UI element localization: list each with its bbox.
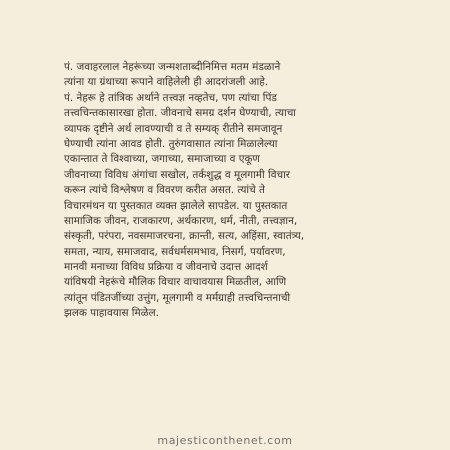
text-line: व्यापक दृष्टीने अर्थ लावण्याची व ते सम्यक् रीतीने समजावून (64, 122, 283, 135)
text-line: तत्त्वचिन्तकासारखा होता. जीवनाचे समग्र दर्शन घेण्याची, त्याचा (64, 107, 296, 120)
text-line: करून त्यांचे विश्लेषण व विवरण करीत असत. त्यांचे ते (64, 184, 265, 197)
text-line: जीवनाच्या विविध अंगांचा सखोल, तर्कशुद्ध व मूलगामी विचार (64, 168, 291, 181)
text-line: पं. जवाहरलाल नेहरूंच्या जन्मशताब्दीनिमित्त मतम मंडळाने (64, 61, 281, 73)
text-line: त्यांतून पंडितजींच्या उत्तुंग, मूलगामी व मर्मग्राही तत्त्वचिन्तनाची (64, 291, 291, 304)
text-line: विचारमंथन या पुस्तकात व्यक्त झालेले सापडेल. या पुस्तकात (64, 199, 288, 212)
text-line: समता, न्याय, समाजवाद, सर्वधर्मसमभाव, निसर्ग, पर्यावरण, (64, 245, 286, 258)
text-line: झलक पाहावयास मिळेल. (64, 307, 159, 320)
text-line: मानवी मनाच्या विविध प्रक्रिया व जीवनाचे उदात्त आदर्श (64, 261, 268, 274)
text-line: एकान्तात ते विश्वाच्या, जगाच्या, समाजाच्या व एकूण (64, 153, 260, 166)
text-line: घेण्याची त्यांना आवड होती. तुरुंगवासात त्यांना मिळालेल्या (64, 137, 278, 150)
body-paragraph (64, 60, 384, 322)
text-line: त्यांना या ग्रंथाच्या रूपाने वाहिलेली ही आदरांजली आहे. (64, 76, 269, 89)
text-line: पं. नेहरू हे तांत्रिक अर्थाने तत्त्वज्ञ नव्हतेच, पण त्यांचा पिंड (64, 91, 277, 104)
text-line: सामाजिक जीवन, राजकारण, अर्थकारण, धर्म, नीती, तत्त्वज्ञान, (64, 214, 298, 227)
text-line: संस्कृती, परंपरा, नवसमाजरचना, क्रान्ती, सत्य, अहिंसा, स्वातंत्र्य, (64, 230, 305, 243)
text-line: यांविषयी नेहरूंचे मौलिक विचार वाचावयास मिळतील, आणि (64, 276, 287, 289)
watermark: majesticonthenet.com (157, 434, 293, 447)
